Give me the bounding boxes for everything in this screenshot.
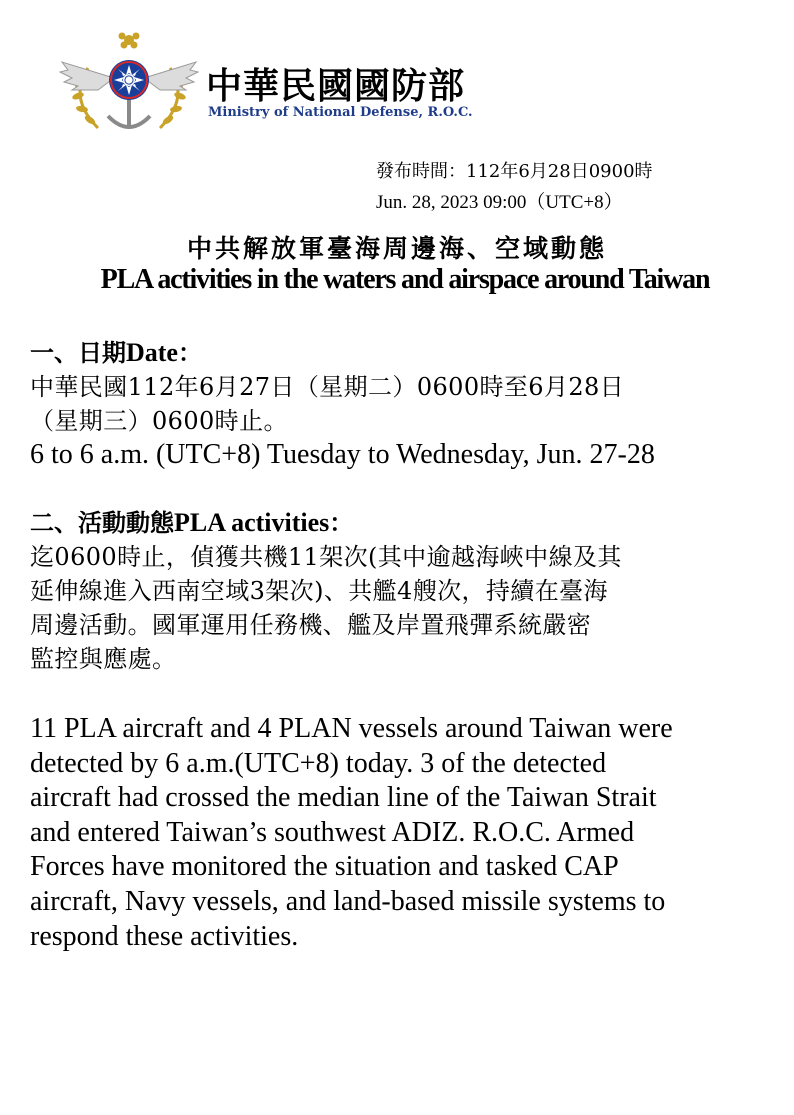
date-heading <box>30 336 780 370</box>
document-title-en: PLA activities in the waters and airspace around Taiwan <box>100 264 710 295</box>
date-text-zh-line: 中華民國112年6月27日（星期二）0600時至6月28日 <box>30 373 625 401</box>
ministry-name-zh: 中華民國國防部 <box>206 66 466 107</box>
date-text-en: 6 to 6 a.m. (UTC+8) Tuesday to Wednesday, Jun. 27-28 <box>30 439 655 470</box>
release-time-en: Jun. 28, 2023 09:00（UTC+8） <box>376 192 623 213</box>
activities-text-zh-line: 迄0600時止，偵獲共機11架次(其中逾越海峽中線及其 <box>30 543 622 571</box>
activities-heading-en: PLA activities <box>174 508 330 537</box>
activities-text-en-line: detected by 6 a.m.(UTC+8) today. 3 of the detected <box>30 747 607 779</box>
activities-text-en-line: aircraft had crossed the median line of the Taiwan Strait <box>30 782 657 814</box>
date-heading-colon: ： <box>177 339 202 367</box>
activities-heading-colon: ： <box>329 509 354 537</box>
ministry-emblem-icon <box>58 28 200 140</box>
activities-text-en <box>30 712 780 954</box>
document-title-zh: 中共解放軍臺海周邊海、空域動態 <box>186 234 607 263</box>
activities-heading-zh: 二、活動動態 <box>30 509 174 537</box>
date-heading-zh: 一、日期 <box>30 339 126 367</box>
activities-text-zh-line: 周邊活動。國軍運用任務機、艦及岸置飛彈系統嚴密 <box>30 611 592 639</box>
activities-text-en-line: Forces have monitored the situation and tasked CAP <box>30 851 619 883</box>
activities-text-en-line: respond these activities. <box>30 920 299 952</box>
release-time-zh: 發布時間：112年6月28日0900時 <box>376 161 653 182</box>
ministry-header <box>58 28 508 140</box>
date-heading-en: Date <box>126 338 178 367</box>
release-time <box>376 156 653 218</box>
activities-text-zh-line: 監控與應處。 <box>30 645 177 673</box>
activities-text-en-line: aircraft, Navy vessels, and land-based missile systems to <box>30 885 666 917</box>
activities-text-en-line: and entered Taiwan’s southwest ADIZ. R.O.C. Armed <box>30 816 635 848</box>
activities-heading <box>30 506 780 540</box>
activities-section <box>30 506 780 676</box>
activities-text-en-line: 11 PLA aircraft and 4 PLAN vessels around Taiwan were <box>30 713 673 744</box>
date-text-zh-line: （星期三）0600時止。 <box>30 407 288 435</box>
date-section <box>30 336 780 472</box>
ministry-name-en: Ministry of National Defense, R.O.C. <box>208 105 473 120</box>
activities-text-zh-line: 延伸線進入西南空域3架次)、共艦4艘次，持續在臺海 <box>30 577 608 605</box>
